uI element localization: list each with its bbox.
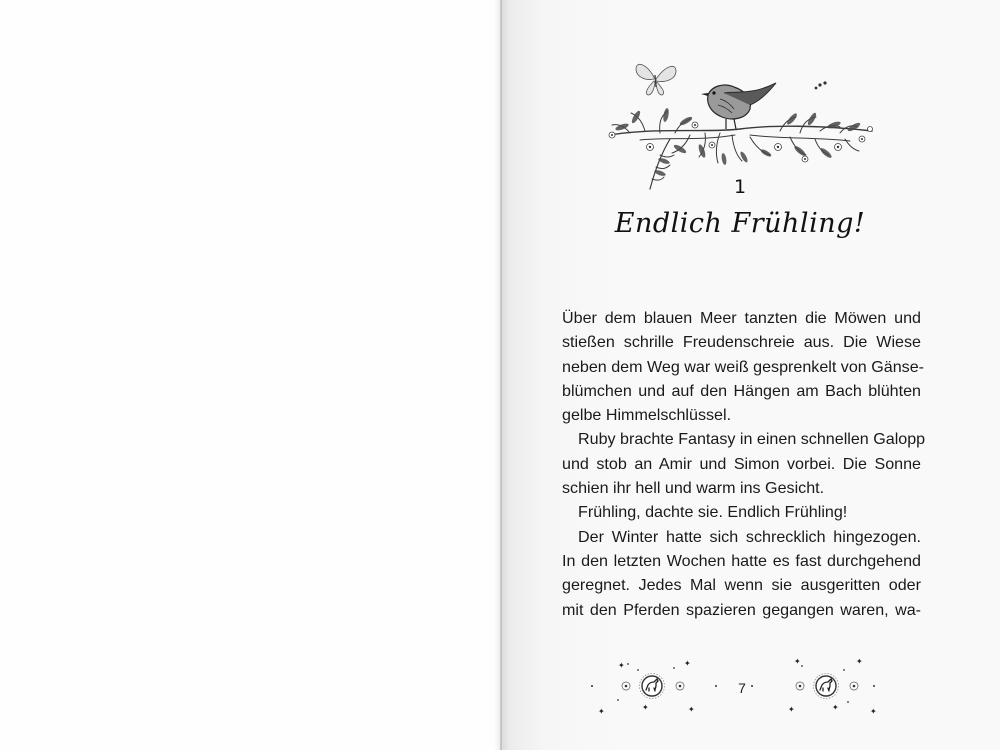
text-line: Ruby brachte Fantasy in einen schnellen Galopp xyxy=(578,430,926,449)
text-line: gelbe Himmelschlüssel. xyxy=(562,406,732,425)
page-number: 7 xyxy=(738,680,746,696)
page-footer-ornament xyxy=(588,656,878,716)
book-gutter xyxy=(494,0,502,750)
svg-text:✦: ✦ xyxy=(618,661,625,670)
text-line: Der Winter hatte sich schrecklich hingezogen. xyxy=(578,527,921,546)
text-line: mit den Pferden spazieren gegangen waren, wa- xyxy=(562,600,921,619)
chapter-number: 1 xyxy=(733,176,747,198)
svg-text:✦: ✦ xyxy=(794,657,801,666)
svg-text:✦: ✦ xyxy=(832,703,839,712)
text-line: blümchen und auf den Hängen am Bach blühten xyxy=(562,381,921,400)
svg-text:✦: ✦ xyxy=(870,707,877,716)
horse-medallion-icon xyxy=(814,674,839,699)
svg-text:✦: ✦ xyxy=(688,705,695,714)
text-line: neben dem Weg war weiß gesprenkelt von Gänse- xyxy=(562,357,924,376)
text-line: schien ihr hell und warm ins Gesicht. xyxy=(562,479,825,498)
text-line: In den letzten Wochen hatte es fast durchgehend xyxy=(562,551,921,570)
text-line: Über dem blauen Meer tanzten die Möwen und xyxy=(562,309,921,327)
svg-text:✦: ✦ xyxy=(788,705,795,714)
text-line: Frühling, dachte sie. Endlich Frühling! xyxy=(578,503,848,522)
svg-text:✦: ✦ xyxy=(856,657,863,666)
horse-medallion-icon xyxy=(640,674,665,699)
text-line: stießen schrille Freudenschreie aus. Die Wiese xyxy=(562,333,921,352)
chapter-body-text xyxy=(562,306,926,622)
chapter-title: Endlich Frühling! xyxy=(614,208,866,239)
svg-text:✦: ✦ xyxy=(598,707,605,716)
svg-text:✦: ✦ xyxy=(642,703,649,712)
svg-text:✦: ✦ xyxy=(684,659,691,668)
text-line: geregnet. Jedes Mal wenn sie ausgeritten oder xyxy=(562,576,921,595)
footer-star-ornament-icon xyxy=(588,656,878,716)
text-line: und stob an Amir und Simon vorbei. Die Sonne xyxy=(562,454,921,473)
